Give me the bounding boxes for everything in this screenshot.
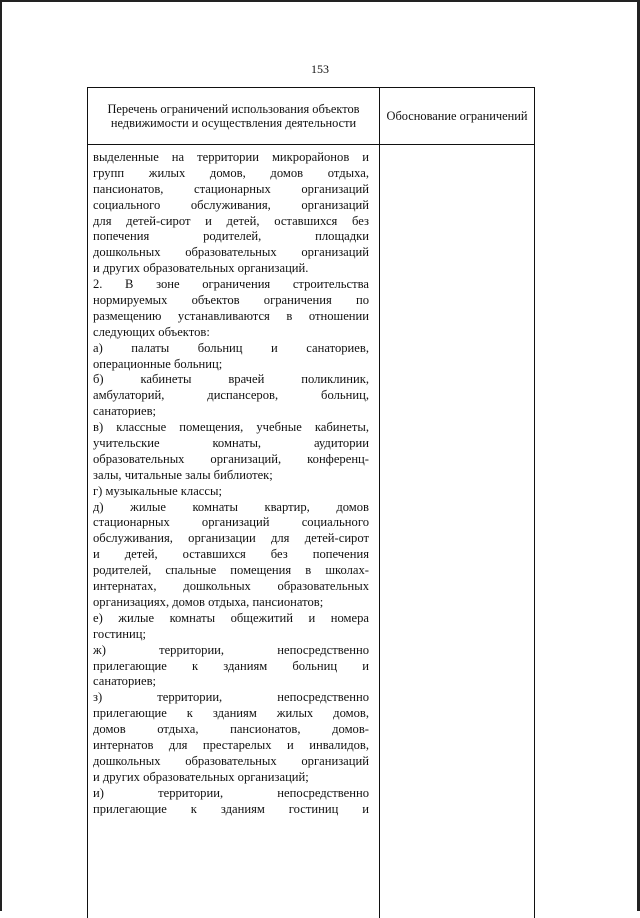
- header-justification-text: Обоснование ограничений: [386, 108, 528, 123]
- text-line: пансионатов, стационарных организаций: [93, 181, 369, 196]
- header-divider: [88, 144, 534, 145]
- text-line: и других образовательных организаций;: [93, 769, 309, 784]
- column-divider: [379, 88, 380, 918]
- text-line: для детей-сирот и детей, оставшихся без: [93, 213, 369, 228]
- text-line: а) палаты больниц и санаториев,: [93, 340, 369, 355]
- text-line: дошкольных образовательных организаций: [93, 753, 369, 768]
- text-line: и других образовательных организаций.: [93, 261, 309, 276]
- text-line: д) жилые комнаты квартир, домов: [93, 499, 369, 514]
- text-line: родителей, спальные помещения в школах-: [93, 563, 369, 578]
- text-line: прилегающие к зданиям гостиниц и: [93, 801, 369, 816]
- text-line: г) музыкальные классы;: [93, 483, 222, 498]
- text-line: б) кабинеты врачей поликлиник,: [93, 372, 369, 387]
- page-number: 153: [311, 62, 329, 76]
- text-line: з) территории, непосредственно: [93, 690, 369, 705]
- text-line: и детей, оставшихся без попечения: [93, 547, 369, 562]
- text-line: в) классные помещения, учебные кабинеты,: [93, 420, 369, 435]
- text-line: социального обслуживания, организаций: [93, 197, 369, 212]
- text-line: образовательных организаций, конференц-: [93, 451, 369, 466]
- text-line: гостиниц;: [93, 626, 147, 641]
- text-line: залы, читальные залы библиотек;: [93, 467, 273, 482]
- text-line: попечения родителей, площадки: [93, 229, 369, 244]
- header-justification: [380, 88, 534, 144]
- text-line: прилегающие к зданиям жилых домов,: [93, 706, 369, 721]
- restrictions-table: [87, 87, 535, 918]
- scan-edge-left: [0, 0, 2, 911]
- text-line: санаториев;: [93, 674, 157, 689]
- text-line: прилегающие к зданиям больниц и: [93, 658, 369, 673]
- text-line: организациях, домов отдыха, пансионатов;: [93, 594, 324, 609]
- text-line: следующих объектов:: [93, 324, 210, 339]
- header-restrictions-list: [88, 88, 379, 144]
- text-line: стационарных организаций социального: [93, 515, 369, 530]
- scan-edge-top: [0, 0, 640, 2]
- text-line: обслуживания, организации для детей-сирот: [93, 531, 369, 546]
- text-line: санаториев;: [93, 404, 157, 419]
- text-line: операционные больниц;: [93, 356, 223, 371]
- text-line: амбулаторий, диспансеров, больниц,: [93, 388, 369, 403]
- text-line: групп жилых домов, домов отдыха,: [93, 165, 369, 180]
- text-line: размещению устанавливаются в отношении: [93, 308, 369, 323]
- text-line: учительские комнаты, аудитории: [93, 436, 369, 451]
- text-line: дошкольных образовательных организаций: [93, 245, 369, 260]
- text-line: выделенные на территории микрорайонов и: [93, 150, 369, 164]
- text-line: интернатах, дошкольных образовательных: [93, 579, 369, 594]
- text-line: и) территории, непосредственно: [93, 785, 369, 800]
- header-restrictions-list-text: Перечень ограничений использования объектов недвижимости и осуществления деятельности: [107, 101, 360, 130]
- text-line: ж) территории, непосредственно: [93, 642, 369, 657]
- restrictions-text: [93, 150, 369, 817]
- text-line: интернатов для престарелых и инвалидов,: [93, 737, 369, 752]
- text-line: домов отдыха, пансионатов, домов-: [93, 722, 369, 737]
- text-line: е) жилые комнаты общежитий и номера: [93, 610, 369, 625]
- text-line: 2. В зоне ограничения строительства: [93, 277, 369, 292]
- text-line: нормируемых объектов ограничения по: [93, 293, 369, 308]
